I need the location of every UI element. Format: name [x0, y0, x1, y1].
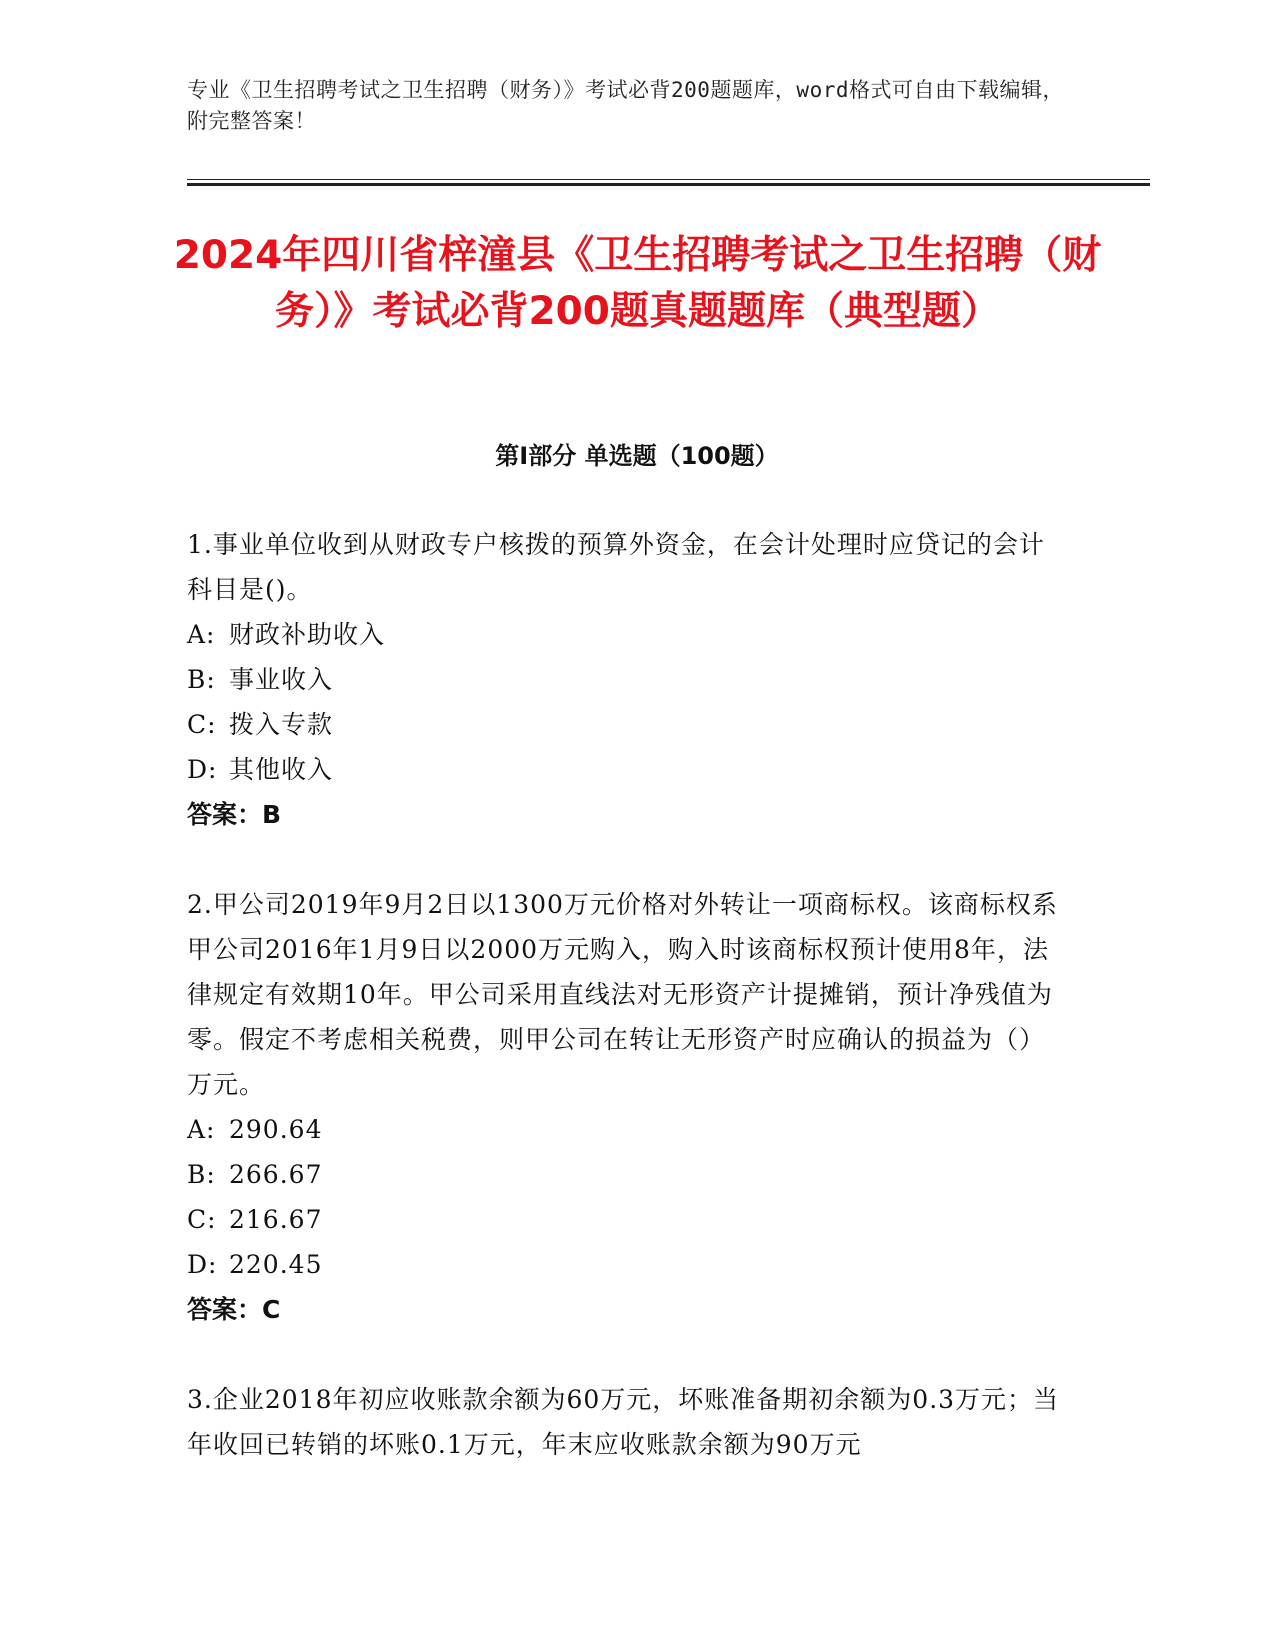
option-key: C:	[187, 1205, 217, 1234]
header-divider-thick	[187, 183, 1150, 186]
option-b	[187, 1152, 1067, 1197]
option-key: C:	[187, 710, 217, 739]
question-stem: 3.企业2018年初应收账款余额为60万元，坏账准备期初余额为0.3万元；当年收回已转销的坏账0.1万元，年末应收账款余额为90万元	[187, 1385, 1060, 1459]
option-c	[187, 1197, 1067, 1242]
document-title: 2024年四川省梓潼县《卫生招聘考试之卫生招聘（财务）》考试必背200题真题题库（典型题）	[173, 233, 1102, 334]
option-c	[187, 702, 1067, 747]
option-key: B:	[187, 665, 216, 694]
option-key: D:	[187, 755, 218, 784]
option-key: A:	[187, 620, 216, 649]
option-b	[187, 657, 1067, 702]
section-heading: 第Ⅰ部分 单选题（100题）	[495, 442, 779, 470]
answer-line: 答案：C	[187, 1295, 281, 1324]
option-text: 220.45	[229, 1250, 323, 1279]
option-a	[187, 612, 1067, 657]
question-3	[187, 1377, 1067, 1467]
option-key: A:	[187, 1115, 216, 1144]
option-text: 其他收入	[229, 755, 334, 784]
option-d	[187, 747, 1067, 792]
option-a	[187, 1107, 1067, 1152]
option-text: 290.64	[229, 1115, 323, 1144]
option-text: 拨入专款	[229, 710, 334, 739]
question-stem: 1.事业单位收到从财政专户核拨的预算外资金，在会计处理时应贷记的会计科目是()。	[187, 530, 1045, 604]
question-1	[187, 522, 1067, 837]
header-note: 专业《卫生招聘考试之卫生招聘（财务）》考试必背200题题库，word格式可自由下载编辑，附完整答案！	[187, 78, 1064, 133]
option-key: B:	[187, 1160, 216, 1189]
option-text: 事业收入	[229, 665, 334, 694]
option-key: D:	[187, 1250, 218, 1279]
option-text: 216.67	[229, 1205, 323, 1234]
answer-line: 答案：B	[187, 800, 282, 829]
option-text: 266.67	[229, 1160, 323, 1189]
question-stem: 2.甲公司2019年9月2日以1300万元价格对外转让一项商标权。该商标权系甲公司2016年1月9日以2000万元购入，购入时该商标权预计使用8年，法律规定有效期10年。甲公司采用直线法对无形资产计提摊销，预计净残值为零。假定不考虑相关税费，则甲公司在转让无形资产时应确认的损益为（）万元。	[187, 890, 1058, 1099]
question-2	[187, 882, 1067, 1332]
header-divider-thin	[187, 179, 1150, 180]
option-text: 财政补助收入	[229, 620, 386, 649]
question-list	[187, 522, 1067, 1512]
option-d	[187, 1242, 1067, 1287]
